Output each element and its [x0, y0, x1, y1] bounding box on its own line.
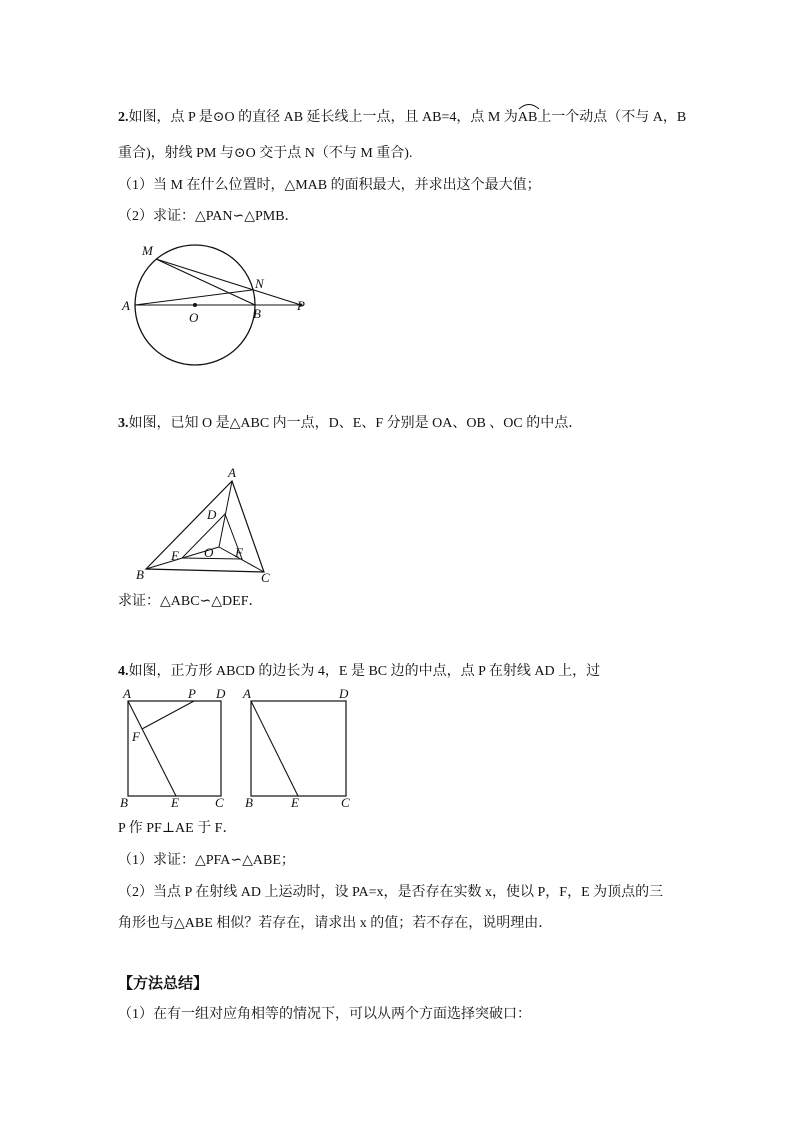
line-mp [156, 259, 301, 305]
q3-line1 [118, 415, 582, 433]
arc-mark-icon [518, 100, 540, 110]
label-c: C [215, 795, 224, 810]
line-pf [142, 701, 194, 729]
q4-figure2 [241, 687, 361, 812]
label-d: D [216, 686, 226, 701]
label-b: B [120, 795, 128, 810]
q2-line1-text: 如图，点 P 是⊙O 的直径 AB 延长线上一点，且 AB=4，点 M 为 [128, 110, 518, 125]
line-ae [251, 701, 298, 796]
q2-line1-rest: 上一个动点（不与 A，B [537, 110, 687, 125]
label-f: F [235, 545, 243, 560]
q3-line1-text: 如图，已知 O 是△ABC 内一点，D、E、F 分别是 OA、OB 、OC 的中点． [128, 416, 583, 431]
label-b: B [245, 795, 253, 810]
q2-part2: （2）求证：△PAN∽△PMB． [118, 209, 299, 224]
summary-item1: （1）在有一组对应角相等的情况下，可以从两个方面选择突破口： [118, 1007, 531, 1022]
label-e: E [291, 795, 299, 810]
label-c: C [341, 795, 350, 810]
q3-number: 3. [118, 416, 129, 431]
label-p: P [297, 298, 305, 313]
q4-part2-line2: 角形也与△ABE 相似？若存在，请求出 x 的值；若不存在，说明理由． [118, 916, 553, 931]
q2-part1: （1）当 M 在什么位置时，△MAB 的面积最大，并求出这个最大值； [118, 178, 541, 193]
q4-part2-line1: （2）当点 P 在射线 AD 上运动时，设 PA=x，是否存在实数 x，使以 P，F，E 为顶点的三 [118, 885, 664, 900]
square-abcd [251, 701, 346, 796]
q3-prove: 求证：△ABC∽△DEF． [118, 594, 263, 609]
line-an [135, 290, 252, 305]
label-a: A [228, 465, 236, 480]
q4-line1 [118, 663, 600, 681]
q2-arc-ab: AB [518, 109, 537, 127]
q4-part1: （1）求证：△PFA∽△ABE； [118, 853, 295, 868]
label-e: E [171, 548, 179, 563]
label-a: A [243, 686, 251, 701]
label-m: M [142, 243, 153, 258]
label-o: O [204, 545, 214, 560]
label-p: P [188, 686, 196, 701]
label-a: A [123, 686, 131, 701]
label-f: F [132, 729, 140, 744]
q2-figure [118, 238, 318, 373]
q2-line1 [118, 109, 686, 127]
label-b: B [253, 306, 261, 321]
q4-figure1 [118, 687, 238, 812]
label-c: C [261, 570, 270, 585]
label-b: B [136, 567, 144, 582]
summary-heading: 【方法总结】 [118, 976, 209, 992]
label-d: D [339, 686, 349, 701]
square-abcd [128, 701, 221, 796]
q3-figure [128, 465, 278, 590]
label-e: E [171, 795, 179, 810]
q4-line2: P 作 PF⊥AE 于 F． [118, 821, 237, 836]
label-a: A [122, 298, 130, 313]
q2-line2: 重合)，射线 PM 与⊙O 交于点 N（不与 M 重合). [118, 146, 413, 161]
center-point [193, 303, 197, 307]
label-d: D [207, 507, 217, 522]
q2-number: 2. [118, 110, 129, 125]
label-o: O [189, 310, 199, 325]
label-n: N [255, 276, 264, 291]
q4-number: 4. [118, 664, 129, 679]
q4-line1-text: 如图，正方形 ABCD 的边长为 4，E 是 BC 边的中点，点 P 在射线 AD 上，过 [128, 664, 601, 679]
line-ae [128, 701, 176, 796]
